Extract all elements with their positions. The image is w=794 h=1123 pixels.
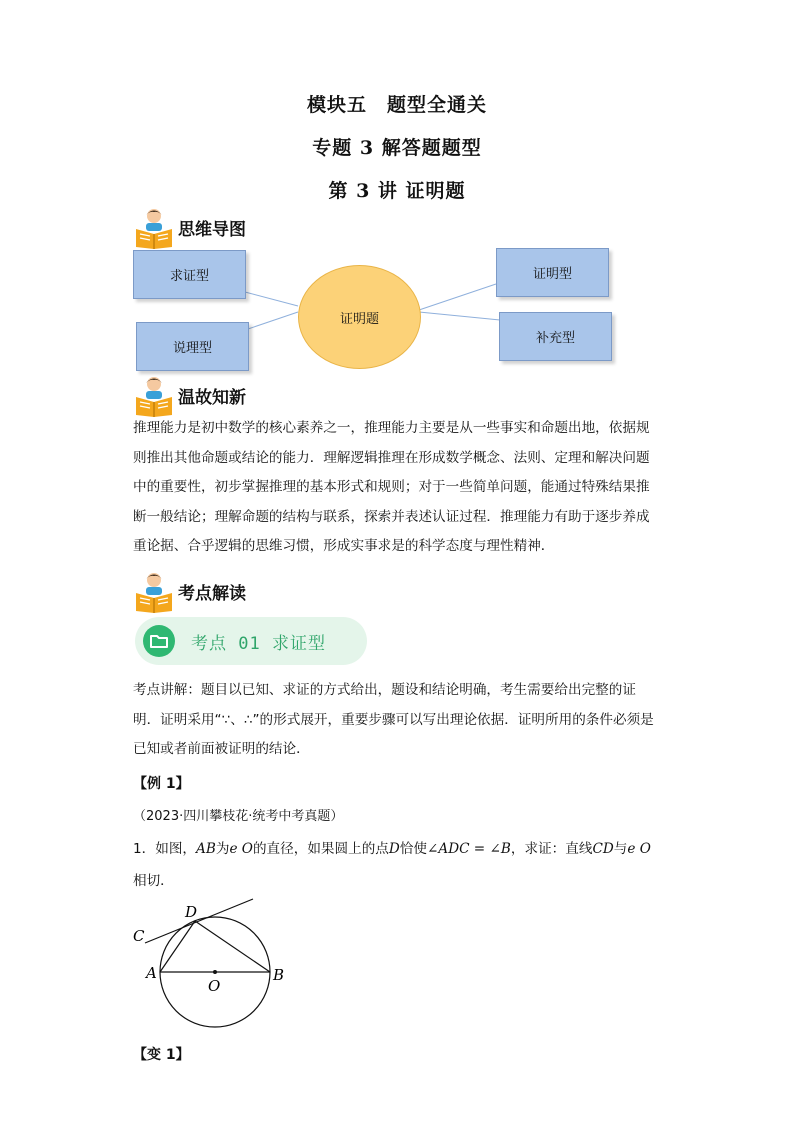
example-label: 【例 1】 [133,776,190,792]
text-line: 则推出其他命题或结论的能力．理解逻辑推理在形成数学概念、法则、定理和解决问题 [133,449,650,466]
geometry-figure [125,895,295,1060]
text-line: 已知或者前面被证明的结论． [133,741,310,757]
text-line: 明．证明采用“∵、∴”的形式展开，重要步骤可以写出理论依据．证明所用的条件必须是 [133,711,654,728]
label-d: D [185,903,198,921]
math-angle: ∠ADC = ∠B [426,841,511,857]
chord-ad [160,921,195,972]
example-question [133,837,651,857]
label-b: B [273,966,285,984]
topic-title: 专题 3 解答题题型 [312,137,482,159]
section-label: 思维导图 [178,220,246,240]
example-question-end: 相切． [133,873,174,889]
mindmap-node-left-2: 说理型 [136,322,249,371]
review-paragraph [133,414,663,562]
lecture-title: 第 3 讲 证明题 [328,180,466,202]
math-ab: AB [196,841,216,857]
question-text: 与 [613,841,628,857]
question-text: 1．如图， [133,841,197,857]
math-cd: CD [592,841,614,857]
question-text: ，求证：直线 [510,841,593,857]
section-label: 考点解读 [178,584,246,604]
text-line: 断一般结论；理解命题的结构与联系，探索并表述认证过程．推理能力有助于逐步养成 [133,508,650,525]
mindmap-center: 证明题 [298,265,421,369]
reading-person-icon [133,571,175,613]
mindmap-node-right-2: 补充型 [499,312,612,361]
question-text: 为 [215,841,230,857]
math-circle: e O [229,841,253,857]
point-badge [135,617,367,665]
variant-label: 【变 1】 [133,1047,190,1063]
point-explain [133,676,663,765]
text-line: 推理能力是初中数学的核心素养之一，推理能力主要是从一些事实和命题出地，依据规 [133,420,650,436]
label-c: C [133,927,145,945]
point-badge-label: 考点 01 求证型 [191,634,326,654]
text-line: 考点讲解：题目以已知、求证的方式给出，题设和结论明确，考生需要给出完整的证 [133,682,636,698]
example-source: （2023·四川攀枝花·统考中考真题） [133,809,344,824]
question-text: 的直径，如果圆上的点 [252,841,389,857]
module-title: 模块五 题型全通关 [306,94,487,116]
center-point [213,970,217,974]
math-circle: e O [627,841,651,857]
text-line: 中的重要性，初步掌握推理的基本形式和规则；对于一些简单问题，能通过特殊结果推 [133,479,650,495]
mindmap-node-left-1: 求证型 [133,250,246,299]
mindmap-node-right-1: 证明型 [496,248,609,297]
reading-person-icon [133,375,175,417]
text-line: 重论据、合乎逻辑的思维习惯，形成实事求是的科学态度与理性精神． [133,538,555,554]
label-o: O [208,977,221,995]
label-a: A [146,964,157,982]
chord-db [195,921,270,972]
question-text: 恰使 [399,841,427,857]
section-label: 温故知新 [178,388,246,408]
math-d: D [388,841,400,857]
folder-icon [143,625,175,657]
